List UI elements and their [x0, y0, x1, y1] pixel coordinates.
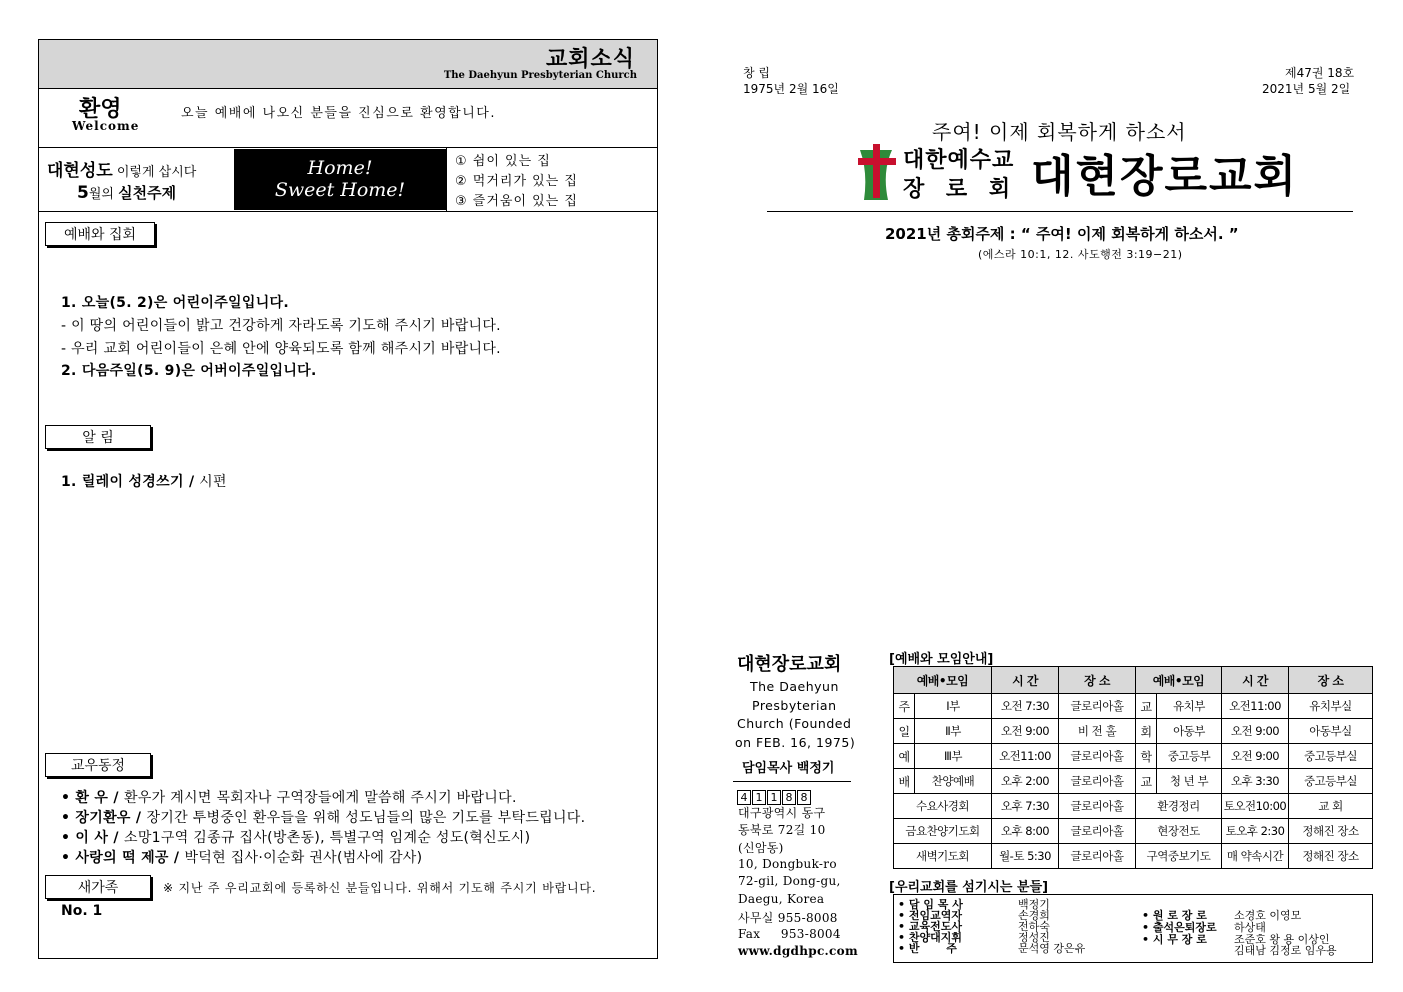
- table-row: [894, 719, 1373, 744]
- side-label: 배: [894, 769, 915, 794]
- pastor: 담임목사 백정기: [742, 761, 835, 776]
- server-role: • 반 주: [898, 942, 957, 955]
- table-cell: 정해진 장소: [1289, 844, 1373, 869]
- table-cell: 구역중보기도: [1136, 844, 1222, 869]
- info-en: on FEB. 16, 1975): [735, 735, 856, 750]
- info-en: The Daehyun: [750, 679, 839, 694]
- side-label: 회: [1136, 719, 1157, 744]
- side-label: 학: [1136, 744, 1157, 769]
- members-item: [61, 827, 530, 847]
- theme-verse: (에스라 10:1, 12. 사도행전 3:19−21): [978, 248, 1183, 261]
- table-cell: 금요찬양기도회: [894, 819, 992, 844]
- server-name: 정성진: [1018, 931, 1050, 944]
- members-label: • 이 사 /: [61, 830, 125, 846]
- table-row: [894, 844, 1373, 869]
- table-row: [894, 794, 1373, 819]
- server-role: • 교육전도사: [898, 920, 962, 933]
- table-cell: 오후 2:00: [992, 769, 1059, 794]
- table-cell: 유치부실: [1289, 694, 1373, 719]
- news-subtitle: The Daehyun Presbyterian Church: [443, 70, 637, 81]
- server-name: 조준호 왕 용 이상인: [1234, 933, 1330, 946]
- members-item: [61, 787, 517, 807]
- members-heading: 교우동정: [45, 753, 151, 777]
- address-line: 72-gil, Dong-gu,: [738, 874, 841, 888]
- postcode: [737, 786, 812, 804]
- table-row: [894, 769, 1373, 794]
- table-cell: 토오전10:00: [1222, 794, 1289, 819]
- server-name: 하상태: [1234, 921, 1266, 934]
- divider: [767, 211, 1353, 212]
- table-cell: 월-토 5:30: [992, 844, 1059, 869]
- table-cell: 청 년 부: [1157, 769, 1222, 794]
- servers-box: [893, 894, 1373, 963]
- table-cell: Ⅱ부: [915, 719, 992, 744]
- motto-line2: [77, 182, 176, 203]
- table-cell: 글로리아홀: [1059, 844, 1136, 869]
- members-text: 장기간 투병중인 환우들을 위해 성도님들의 많은 기도를 부탁드립니다.: [146, 810, 586, 826]
- volume: 제47권 18호: [1285, 66, 1355, 80]
- table-cell: 수요사경회: [894, 794, 992, 819]
- table-cell: 새벽기도회: [894, 844, 992, 869]
- server-name: 전하숙: [1018, 920, 1050, 933]
- table-cell: 글로리아홀: [1059, 794, 1136, 819]
- table-cell: 오후 3:30: [1222, 769, 1289, 794]
- denomination-line1: 대한예수교: [903, 148, 1015, 173]
- table-cell: 현장전도: [1136, 819, 1222, 844]
- table-cell: 오전 9:00: [1222, 744, 1289, 769]
- members-label: • 장기환우 /: [61, 810, 147, 826]
- schedule-title: [예배와 모임안내]: [889, 652, 994, 667]
- table-cell: 찬양예배: [915, 769, 992, 794]
- server-role: • 출석은퇴장로: [1142, 921, 1217, 934]
- notice-heading: 알 림: [45, 425, 151, 449]
- table-cell: Ⅲ부: [915, 744, 992, 769]
- server-name: 소경호 이영모: [1234, 909, 1302, 922]
- col-header: 예배•모임: [1136, 667, 1222, 694]
- worship-line: - 이 땅의 어린이들이 밝고 건강하게 자라도록 기도해 주시기 바랍니다.: [61, 318, 501, 334]
- col-header: 장 소: [1059, 667, 1136, 694]
- server-role: • 원 로 장 로: [1142, 909, 1207, 922]
- home-line2: Sweet Home!: [274, 179, 406, 201]
- office-phone: 사무실 955-8008: [738, 911, 838, 925]
- address-line: Daegu, Korea: [738, 892, 825, 906]
- side-label: 예: [894, 744, 915, 769]
- col-header: 예배•모임: [894, 667, 992, 694]
- table-cell: 아동부: [1157, 719, 1222, 744]
- motto-month-suffix: 월의: [88, 187, 119, 202]
- schedule-table: [893, 666, 1373, 869]
- notice-label: 1. 릴레이 성경쓰기 /: [61, 474, 195, 490]
- address-line: 동북로 72길 10: [738, 823, 826, 837]
- worship-line: 1. 오늘(5. 2)은 어린이주일입니다.: [61, 295, 289, 311]
- members-text: 환우가 계시면 목회자나 구역장들에게 말씀해 주시기 바랍니다.: [124, 790, 517, 806]
- table-cell: Ⅰ부: [915, 694, 992, 719]
- table-cell: 글로리아홀: [1059, 819, 1136, 844]
- church-name: 대현장로교회: [1031, 151, 1299, 202]
- table-row: [894, 819, 1373, 844]
- table-cell: 글로리아홀: [1059, 769, 1136, 794]
- motto-phrase: 이렇게 삽시다: [112, 165, 197, 180]
- server-name: 백정기: [1018, 898, 1050, 911]
- newfamily-note: ※ 지난 주 우리교회에 등록하신 분들입니다. 위해서 기도해 주시기 바랍니다.: [163, 881, 597, 895]
- home-line1: Home!: [307, 157, 373, 179]
- table-cell: 중고등부: [1157, 744, 1222, 769]
- postcode-digit: 4: [737, 790, 751, 805]
- members-text: 소망1구역 김종규 집사(방촌동), 특별구역 임계순 성도(혁신도시): [124, 830, 531, 846]
- members-label: • 환 우 /: [61, 790, 125, 806]
- side-label: 일: [894, 719, 915, 744]
- side-label: 교: [1136, 694, 1157, 719]
- page-number: No. 1: [61, 903, 103, 919]
- side-label: 주: [894, 694, 915, 719]
- server-name: 손경희: [1018, 909, 1050, 922]
- servers-title: [우리교회를 섬기시는 분들]: [889, 880, 1049, 895]
- newfamily-heading: 새가족: [45, 875, 151, 899]
- table-cell: 오후 8:00: [992, 819, 1059, 844]
- table-cell: 글로리아홀: [1059, 694, 1136, 719]
- motto-item: ③ 즐거움이 있는 집: [455, 194, 578, 209]
- cross-logo-icon: [854, 142, 898, 202]
- table-cell: 토오후 2:30: [1222, 819, 1289, 844]
- table-cell: 매 약속시간: [1222, 844, 1289, 869]
- table-cell: 환경정리: [1136, 794, 1222, 819]
- postcode-digit: 8: [782, 790, 796, 805]
- table-cell: 오전 9:00: [1222, 719, 1289, 744]
- address-line: 10, Dongbuk-ro: [738, 857, 837, 871]
- table-cell: 유치부: [1157, 694, 1222, 719]
- motto-line1: [47, 156, 196, 181]
- members-item: [61, 847, 422, 867]
- assembly-theme: 2021년 총회주제 : “ 주여! 이제 회복하게 하소서. ”: [885, 225, 1239, 243]
- table-row: [894, 694, 1373, 719]
- address-line: 대구광역시 동구: [738, 806, 826, 820]
- news-header: [39, 40, 657, 89]
- denomination-line2: 장 로 회: [903, 177, 1011, 202]
- motto-theme: 실천주제: [118, 184, 177, 202]
- table-row: [894, 744, 1373, 769]
- server-name: 문석영 강은유: [1018, 942, 1086, 955]
- members-label: • 사랑의 떡 제공 /: [61, 850, 185, 866]
- welcome-en: Welcome: [72, 119, 140, 133]
- members-text: 박덕현 집사·이순화 권사(범사에 감사): [184, 850, 423, 866]
- church-news-page: [38, 39, 658, 959]
- server-role: • 찬양대지휘: [898, 931, 962, 944]
- table-cell: 교 회: [1289, 794, 1373, 819]
- table-cell: 비 전 홀: [1059, 719, 1136, 744]
- welcome-ko: 환영: [79, 97, 122, 122]
- table-cell: 오전 9:00: [992, 719, 1059, 744]
- members-item: [61, 807, 585, 827]
- welcome-message: 오늘 예배에 나오신 분들을 진심으로 환영합니다.: [181, 106, 496, 121]
- table-cell: 오전 7:30: [992, 694, 1059, 719]
- motto-list: [446, 148, 658, 211]
- table-header-row: [894, 667, 1373, 694]
- founded-date: 1975년 2월 16일: [743, 82, 839, 96]
- table-cell: 중고등부실: [1289, 744, 1373, 769]
- divider: [39, 211, 657, 212]
- table-cell: 글로리아홀: [1059, 744, 1136, 769]
- table-cell: 정해진 장소: [1289, 819, 1373, 844]
- fax: Fax 953-8004: [738, 927, 841, 941]
- worship-line: 2. 다음주일(5. 9)은 어버이주일입니다.: [61, 363, 317, 379]
- website[interactable]: www.dgdhpc.com: [738, 944, 858, 958]
- slogan: 주여! 이제 회복하게 하소서: [932, 120, 1187, 144]
- table-cell: 오후 7:30: [992, 794, 1059, 819]
- postcode-digit: 1: [767, 790, 781, 805]
- issue-date: 2021년 5월 2일: [1262, 82, 1351, 96]
- notice-line: [61, 471, 227, 491]
- server-name: 김태남 김정로 임우용: [1234, 944, 1337, 957]
- table-cell: 오전11:00: [1222, 694, 1289, 719]
- table-cell: 중고등부실: [1289, 769, 1373, 794]
- info-en: Church (Founded: [737, 716, 852, 731]
- motto-item: ② 먹거리가 있는 집: [455, 174, 578, 189]
- postcode-digit: 8: [797, 790, 811, 805]
- server-role: • 담 임 목 사: [898, 898, 963, 911]
- motto-church: 대현성도: [47, 161, 113, 181]
- server-role: • 전임교역자: [898, 909, 962, 922]
- worship-heading: 예배와 집회: [45, 222, 155, 246]
- server-role: • 시 무 장 로: [1142, 933, 1207, 946]
- divider: [733, 781, 851, 782]
- side-label: 교: [1136, 769, 1157, 794]
- col-header: 시 간: [1222, 667, 1289, 694]
- col-header: 장 소: [1289, 667, 1373, 694]
- founded-label: 창 립: [743, 66, 770, 80]
- table-cell: 아동부실: [1289, 719, 1373, 744]
- worship-line: - 우리 교회 어린이들이 은혜 안에 양육되도록 함께 해주시기 바랍니다.: [61, 341, 501, 357]
- notice-text: 시편: [194, 474, 227, 490]
- motto-item: ① 쉼이 있는 집: [455, 154, 551, 169]
- info-en: Presbyterian: [752, 698, 837, 713]
- col-header: 시 간: [992, 667, 1059, 694]
- postcode-digit: 1: [752, 790, 766, 805]
- info-church-name: 대현장로교회: [737, 654, 842, 675]
- motto-month: 5: [77, 183, 89, 203]
- news-title: 교회소식: [545, 47, 635, 72]
- home-banner: [234, 149, 446, 210]
- address-line: (신암동): [738, 841, 784, 855]
- table-cell: 오전11:00: [992, 744, 1059, 769]
